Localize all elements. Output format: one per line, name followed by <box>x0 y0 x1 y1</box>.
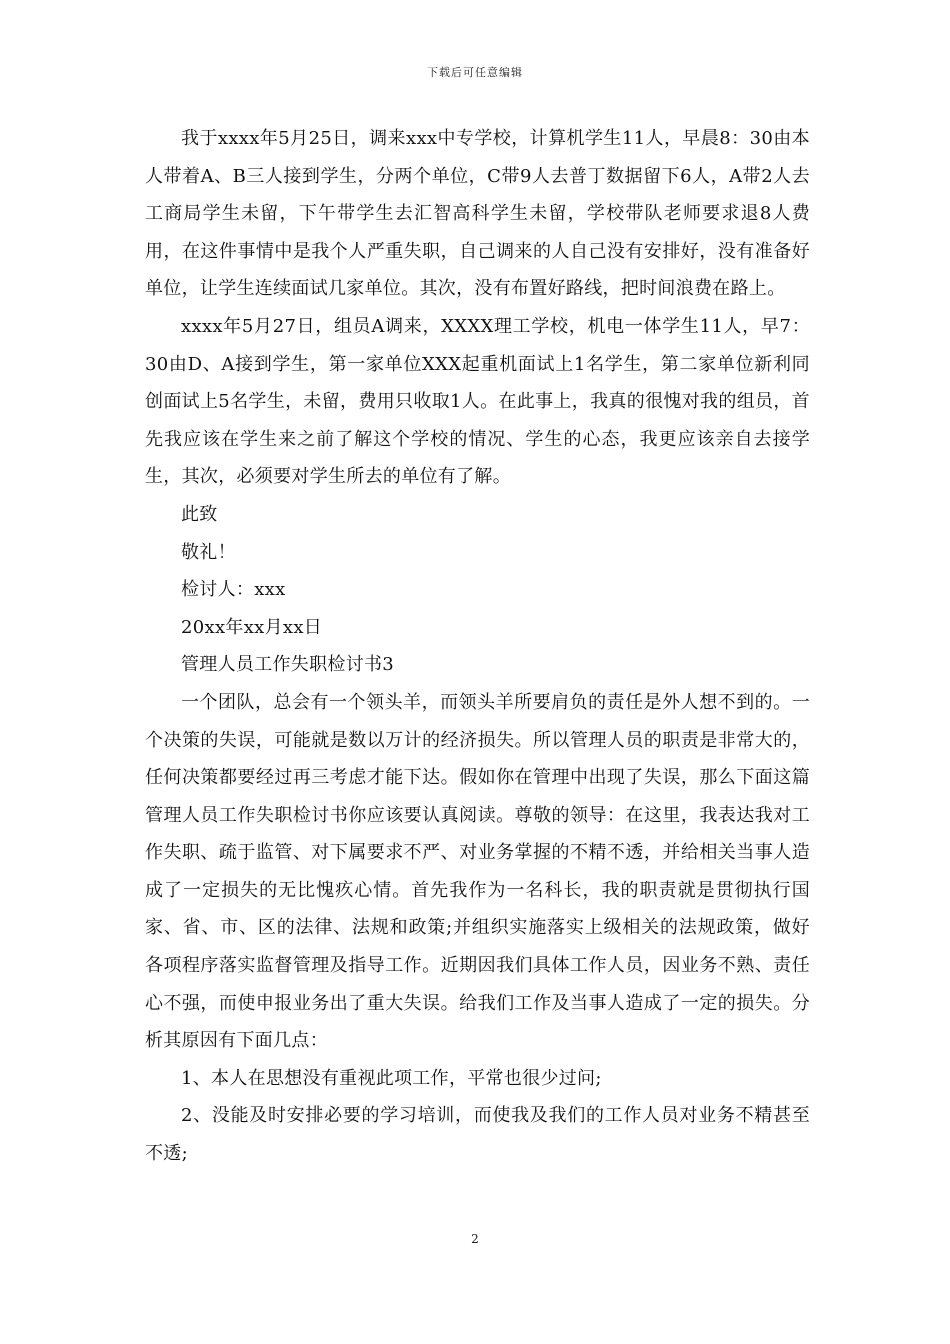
paragraph-incident-may-25: 我于xxxx年5月25日，调来xxx中专学校，计算机学生11人，早晨8：30由本人带着A、B三人接到学生，分两个单位，C带9人去普丁数据留下6人，A带2人去工商局学生未留，下午带学生去汇智高科学生未留，学校带队老师要求退8人费用，在这件事情中是我个人严重失职，自己调来的人自己没有安排好，没有准备好单位，让学生连续面试几家单位。其次，没有布置好路线，把时间浪费在路上。 <box>145 128 810 300</box>
closing-salutation: 此致 <box>181 503 218 525</box>
page-header-note: 下载后可任意编辑 <box>427 66 523 79</box>
paragraph-reason-1: 1、本人在思想没有重视此项工作，平常也很少过问; <box>181 1067 602 1089</box>
paragraph-incident-may-27: xxxx年5月27日，组员A调来，XXXX理工学校，机电一体学生11人，早7：30由D、A接到学生，第一家单位XXX起重机面试上1名学生，第二家单位新利同创面试上5名学生，未留，费用只收取1人。在此事上，我真的很愧对我的组员，首先我应该在学生来之前了解这个学校的情况、学生的心态，我更应该亲自去接学生，其次，必须要对学生所去的单位有了解。 <box>145 315 810 488</box>
closing-author: 检讨人：xxx <box>181 579 286 601</box>
closing-regards: 敬礼！ <box>181 541 236 563</box>
paragraph-reason-2: 2、没能及时安排必要的学习培训，而使我及我们的工作人员对业务不精甚至不透; <box>145 1105 810 1165</box>
paragraph-section-intro: 一个团队，总会有一个领头羊，而领头羊所要肩负的责任是外人想不到的。一个决策的失误，可能就是数以万计的经济损失。所以管理人员的职责是非常大的，任何决策都要经过再三考虑才能下达。假如你在管理中出现了失误，那么下面这篇管理人员工作失职检讨书你应该要认真阅读。尊敬的领导：在这里，我表达我对工作失职、疏于监管、对下属要求不严、对业务掌握的不精不透，并给相关当事人造成了一定损失的无比愧疚心情。首先我作为一名科长，我的职责就是贯彻执行国家、省、市、区的法律、法规和政策;并组织实施落实上级相关的法规政策，做好各项程序落实监督管理及指导工作。近期因我们具体工作人员，因业务不熟、责任心不强，而使申报业务出了重大失误。给我们工作及当事人造成了一定的损失。分析其原因有下面几点： <box>145 691 810 1052</box>
section-title: 管理人员工作失职检讨书3 <box>181 654 395 676</box>
document-body <box>145 120 810 1173</box>
closing-date: 20xx年xx月xx日 <box>181 616 323 638</box>
page-number: 2 <box>471 1232 479 1246</box>
